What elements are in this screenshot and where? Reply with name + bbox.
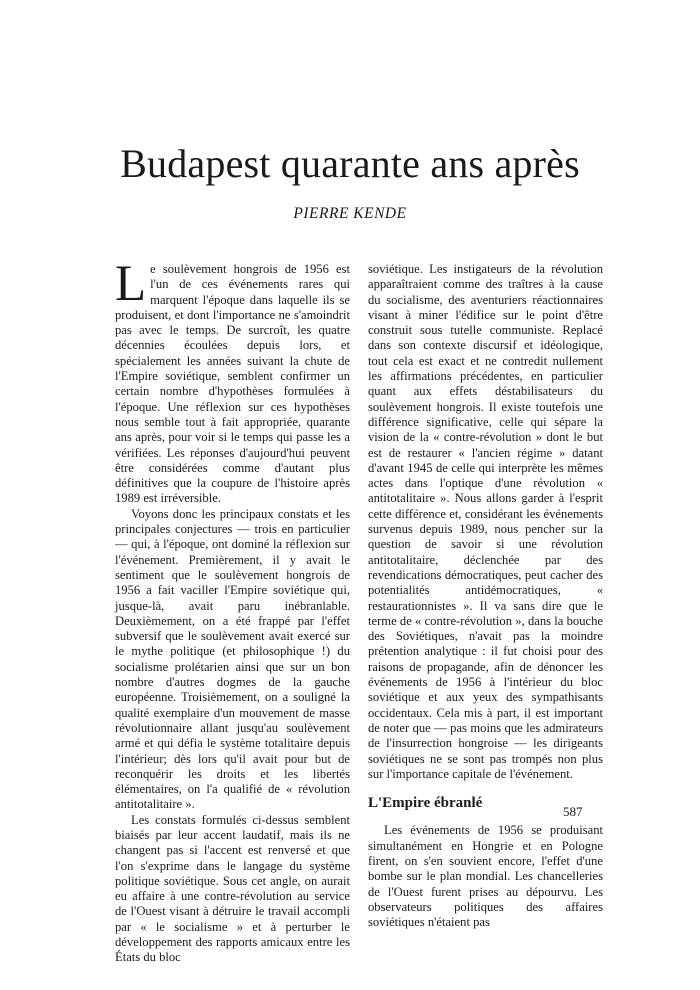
- page-number: 587: [563, 804, 583, 819]
- paragraph-conjectures: Voyons donc les principaux constats et les principales conjectures — trois en particulier — qui, à l'époque, ont dominé la réflexion sur l'événement. Premièrement, il y avait le sentiment que le soulèvement hongrois de 1956 a fait vaciller l'Empire soviétique qui, jusque-là, avait paru inébranlable. Deuxièmement, on a été frappé par l'effet subversif que le soulèvement avait exercé sur le mythe politique (et philosophique !) du socialisme prolétarien ainsi que sur un bon nombre d'autres dogmes de la gauche européenne. Troisièmement, on a souligné la qualité exemplaire d'un mouvement de masse révolutionnaire allant jusqu'au soulèvement armé et qui défia le système totalitaire depuis l'intérieur; dès lors qu'il avait pour but de reconquérir les droits et les libertés élémentaires, on l'a qualifié de « révolution antitotalitaire ».: [115, 506, 350, 812]
- paragraph-continued: soviétique. Les instigateurs de la révolution apparaîtraient comme des traîtres à la cause du socialisme, des aventuriers réactionnaires visant à miner l'édifice sur le point d'être construit sous tutelle communiste. Replacé dans son contexte discursif et idéologique, tout cela est exact et ne contredit nullement les affirmations précédentes, en particulier quant aux effets déstabilisateurs du soulèvement hongrois. Il existe toutefois une différence significative, celle qui sépare la vision de la « contre-révolution » dont le but est de restaurer « l'ancien régime » datant d'avant 1945 de celle qui interprète les mêmes actes dans l'optique d'une révolution « antitotalitaire ». Nous allons garder à l'esprit cette différence et, considérant les événements survenus depuis 1989, nous pencher sur la question de savoir si une révolution antitotalitaire, déclenchée par des revendications démocratiques, peut cacher des potentialités antidémocratiques, « restaurationnistes ». Il va sans dire que le terme de « contre-révolution », dans la bouche des Soviétiques, n'avait pas la moindre prétention analytique : il fut choisi pour des raisons de propagande, afin de dénoncer les événements de 1956 à l'intérieur du bloc soviétique et aux yeux des sympathisants occidentaux. Cela mis à part, il est important de noter que — pas moins que les admirateurs de l'insurrection hongroise — les dirigeants soviétiques ne se sont pas trompés non plus sur l'importance capitale de l'événement.: [368, 262, 603, 781]
- paragraph-empire: Les événements de 1956 se produisant simultanément en Hongrie et en Pologne firent, on s'en souvient encore, l'effet d'une bombe sur le plan mondial. Les chancelleries de l'Ouest furent prises au dépourvu. Les observateurs politiques des affaires soviétiques n'étaient pas: [368, 823, 603, 930]
- paragraph-intro: [115, 256, 350, 507]
- drop-cap: L: [115, 256, 147, 312]
- column-right: [368, 262, 603, 930]
- author-name: PIERRE KENDE: [293, 205, 407, 222]
- paragraph-intro-text: e soulèvement hongrois de 1956 est l'un de ces événements rares qui marquent l'époque dans laquelle ils se produisent, et dont l'importance ne s'amoindrit pas avec le temps. De surcroît, les quatre décennies écoulées depuis lors, et spécialement les années suivant la chute de l'Empire soviétique, semblent confirmer un certain nombre d'hypothèses formulées à l'époque. Une réflexion sur ces hypothèses nous semble tout à fait appropriée, quarante ans après, pour voir si le temps qui passe les a vérifiées. Les réponses d'aujourd'hui peuvent être considérées comme d'autant plus définitives que la coupure de l'histoire après 1989 est irréversible.: [115, 262, 350, 506]
- column-left: [115, 256, 350, 966]
- article-title: Budapest quarante ans après: [120, 141, 580, 186]
- paragraph-constats: Les constats formulés ci-dessus semblent biaisés par leur accent laudatif, mais ils ne changent pas si l'accent est renversé et que l'on s'exprime dans le langage du système politique soviétique. Sous cet angle, on aurait eu affaire à une contre-révolution au service de l'Ouest visant à détruire le travail accompli par « le socialisme » et à perturber le développement des rapports amicaux entre les États du bloc: [115, 812, 350, 965]
- section-heading: L'Empire ébranlé: [368, 795, 483, 812]
